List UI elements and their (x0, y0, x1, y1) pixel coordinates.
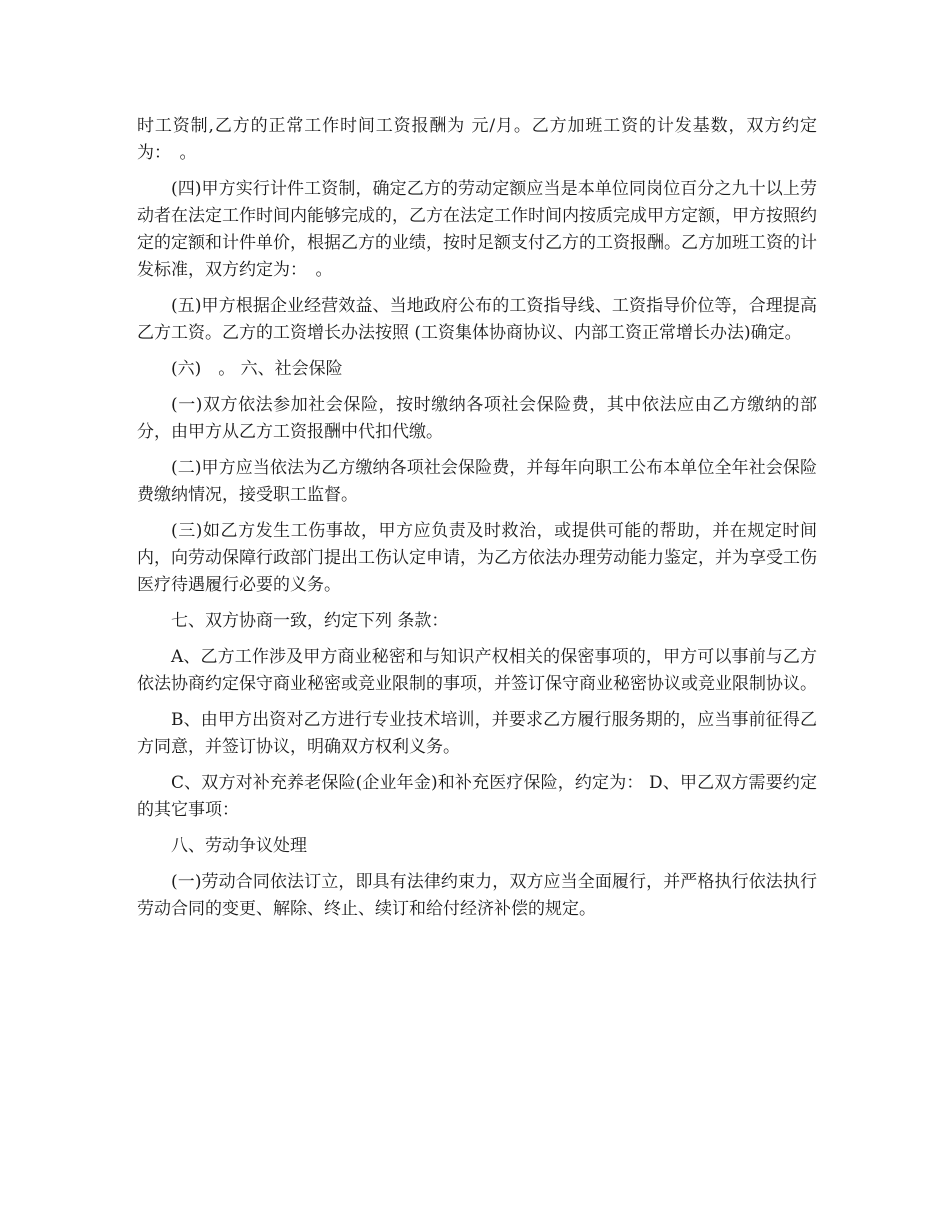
paragraph-clause-a: A、乙方工作涉及甲方商业秘密和与知识产权相关的保密事项的，甲方可以事前与乙方依法协商约定保守商业秘密或竞业限制的事项，并签订保守商业秘密协议或竞业限制协议。 (137, 647, 817, 694)
document-body (137, 113, 817, 932)
paragraph-item-six: (六) 。 六、社会保险 (171, 359, 343, 379)
paragraph-dispute-1: (一)劳动合同依法订立，即具有法律约束力，双方应当全面履行，并严格执行依法执行劳动合同的变更、解除、终止、续订和给付经济补偿的规定。 (137, 872, 817, 919)
paragraph-social-insurance-1: (一)双方依法参加社会保险，按时缴纳各项社会保险费，其中依法应由乙方缴纳的部分，由甲方从乙方工资报酬中代扣代缴。 (137, 395, 817, 442)
paragraph-wage-increase: (五)甲方根据企业经营效益、当地政府公布的工资指导线、工资指导价位等，合理提高乙方工资。乙方的工资增长办法按照 (工资集体协商协议、内部工资正常增长办法)确定。 (137, 296, 817, 343)
paragraph-work-injury: (三)如乙方发生工伤事故，甲方应负责及时救治，或提供可能的帮助，并在规定时间内，向劳动保障行政部门提出工伤认定申请，为乙方依法办理劳动能力鉴定，并为享受工伤医疗待遇履行必要的义务。 (137, 521, 817, 595)
paragraph-clause-b: B、由甲方出资对乙方进行专业技术培训，并要求乙方履行服务期的，应当事前征得乙方同意，并签订协议，明确双方权利义务。 (137, 710, 817, 757)
section-heading-eight: 八、劳动争议处理 (171, 836, 307, 856)
paragraph-wage-basis: 时工资制,乙方的正常工作时间工资报酬为 元/月。乙方加班工资的计发基数，双方约定为： 。 (137, 116, 817, 163)
section-heading-seven: 七、双方协商一致，约定下列 条款： (171, 611, 449, 631)
paragraph-social-insurance-2: (二)甲方应当依法为乙方缴纳各项社会保险费，并每年向职工公布本单位全年社会保险费缴纳情况，接受职工监督。 (137, 458, 817, 505)
paragraph-piece-rate: (四)甲方实行计件工资制，确定乙方的劳动定额应当是本单位同岗位百分之九十以上劳动者在法定工作时间内能够完成的，乙方在法定工作时间内按质完成甲方定额，甲方按照约定的定额和计件单价，根据乙方的业绩，按时足额支付乙方的工资报酬。乙方加班工资的计发标准，双方约定为： 。 (137, 179, 817, 280)
paragraph-clause-c-d: C、双方对补充养老保险(企业年金)和补充医疗保险，约定为： D、甲乙双方需要约定的其它事项： (137, 773, 817, 820)
